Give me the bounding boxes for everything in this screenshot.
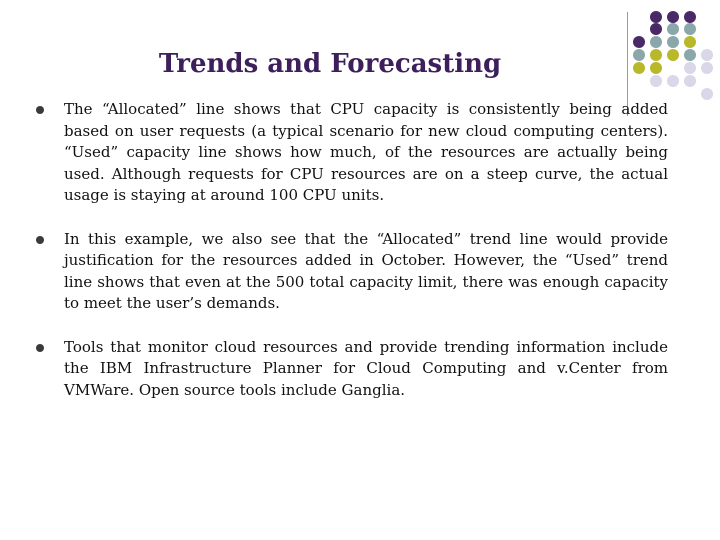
decorative-dot — [667, 75, 679, 87]
bullet-dot-icon — [36, 344, 44, 352]
decorative-dot — [667, 23, 679, 35]
decorative-dot — [684, 62, 696, 74]
decorative-dot — [650, 62, 662, 74]
decorative-dot — [701, 88, 713, 100]
bullet-dot-icon — [36, 236, 44, 244]
decorative-dot — [650, 11, 662, 23]
bullet-text: The “Allocated” line shows that CPU capacity is consistently being added based on user requests (a typical scenario for new cloud computing centers). “Used” capacity line shows how much, of the resources are actually being used. Although requests for CPU resources are on a steep curve, the actual usage is staying at around 100 CPU units. — [64, 100, 668, 204]
decorative-dot — [667, 36, 679, 48]
decorative-dot — [684, 75, 696, 87]
bullet-text: In this example, we also see that the “Allocated” trend line would provide justification for the resources added in October. However, the “Used” trend line shows that even at the 500 total capacity limit, there was enough capacity to meet the user’s demands. — [64, 229, 668, 312]
bullet-text: Tools that monitor cloud resources and provide trending information include the IBM Infrastructure Planner for Cloud Computing and v.Center from VMWare. Open source tools include Ganglia. — [64, 337, 668, 399]
decorative-dot — [667, 49, 679, 61]
bullet-dot-icon — [36, 106, 44, 114]
decorative-dot — [701, 62, 713, 74]
decorative-dot — [701, 49, 713, 61]
decorative-dot — [667, 11, 679, 23]
decorative-dot — [633, 49, 645, 61]
decorative-dot — [650, 75, 662, 87]
decorative-dot — [633, 36, 645, 48]
bullet-item — [36, 99, 668, 207]
decorative-dot — [650, 23, 662, 35]
decorative-dot — [684, 36, 696, 48]
decorative-dot — [650, 49, 662, 61]
bullet-item — [36, 229, 668, 315]
bullet-list — [36, 99, 668, 423]
decorative-dot — [684, 11, 696, 23]
bullet-item — [36, 337, 668, 402]
decorative-dot — [633, 62, 645, 74]
slide-title: Trends and Forecasting — [158, 49, 502, 79]
decorative-dot — [684, 49, 696, 61]
decorative-dot — [684, 23, 696, 35]
decorative-dot — [650, 36, 662, 48]
